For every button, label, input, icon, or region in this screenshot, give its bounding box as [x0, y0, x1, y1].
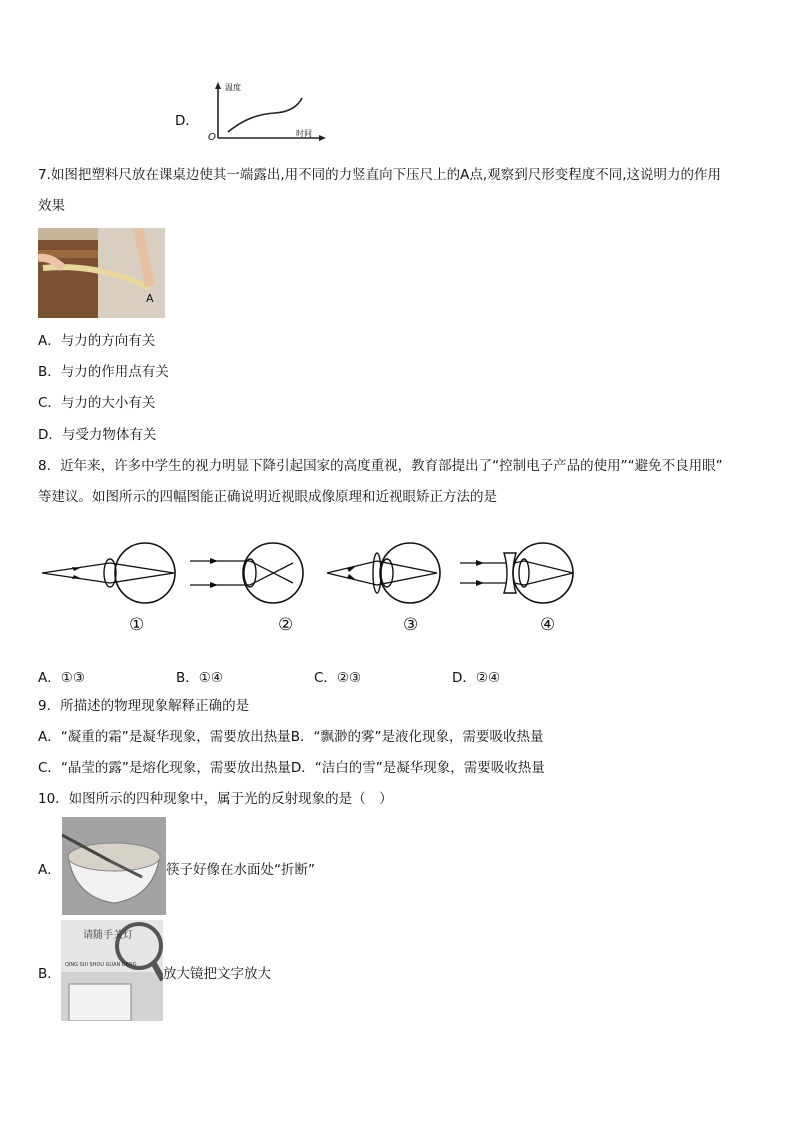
q7-option-c: C．与力的大小有关 — [38, 395, 156, 411]
graph-origin-label: O — [208, 132, 216, 143]
photo-point-a-label: A — [146, 292, 154, 305]
q9-options-line1: A．“凝重的霜”是凝华现象，需要放出热量B．“飘渺的雾”是液化现象，需要吸收热量 — [38, 729, 544, 745]
chopstick-bowl-photo — [62, 817, 166, 915]
eye-diagram-2 — [188, 535, 318, 615]
sign-text: 请随手关灯 — [83, 930, 133, 941]
q10-option-b-text: 放大镜把文字放大 — [163, 966, 271, 982]
q7-option-a: A．与力的方向有关 — [38, 333, 156, 349]
figure-label-2: ② — [278, 615, 294, 635]
magnifier-sign-photo — [61, 920, 163, 1021]
q10-stem: 10．如图所示的四种现象中，属于光的反射现象的是（ ） — [38, 791, 393, 807]
q9-options-line2: C．“晶莹的露”是熔化现象，需要放出热量D．“洁白的雪”是凝华现象，需要吸收热量 — [38, 760, 545, 776]
sign-pinyin: QING SUI SHOU GUAN DENG — [65, 962, 137, 968]
q8-option-a: A．①③ — [38, 670, 85, 686]
q10-option-b-label: B． — [38, 966, 61, 982]
eye-diagram-3 — [325, 535, 455, 615]
figure-label-1: ① — [129, 615, 145, 635]
q8-option-d: D．②④ — [452, 670, 501, 686]
q10-option-a-label: A． — [38, 862, 61, 878]
q7-stem-line1: 7.如图把塑料尺放在课桌边使其一端露出,用不同的力竖直向下压尺上的A点,观察到尺形变程度不同,这说明力的作用 — [38, 167, 721, 183]
eye-diagram-4 — [458, 535, 588, 615]
q8-option-c: C．②③ — [314, 670, 362, 686]
q7-stem-line2: 效果 — [38, 198, 65, 214]
q8-option-b: B．①④ — [176, 670, 223, 686]
q7-option-b: B．与力的作用点有关 — [38, 364, 169, 380]
eye-diagram-1 — [40, 535, 180, 615]
q8-stem-line1: 8．近年来，许多中学生的视力明显下降引起国家的高度重视，教育部提出了“控制电子产品的使用”“避免不良用眼” — [38, 458, 723, 474]
figure-label-3: ③ — [403, 615, 419, 635]
q10-option-a-text: 筷子好像在水面处“折断” — [166, 862, 315, 878]
q8-stem-line2: 等建议。如图所示的四幅图能正确说明近视眼成像原理和近视眼矫正方法的是 — [38, 489, 497, 505]
graph-x-axis-label: 时间 — [296, 129, 312, 138]
figure-label-4: ④ — [540, 615, 556, 635]
q7-option-d: D．与受力物体有关 — [38, 427, 157, 443]
graph-y-axis-label: 温度 — [225, 83, 241, 92]
q6-option-d-label: D． — [175, 113, 199, 129]
ruler-desk-photo — [38, 228, 165, 318]
q9-stem: 9．所描述的物理现象解释正确的是 — [38, 698, 250, 714]
